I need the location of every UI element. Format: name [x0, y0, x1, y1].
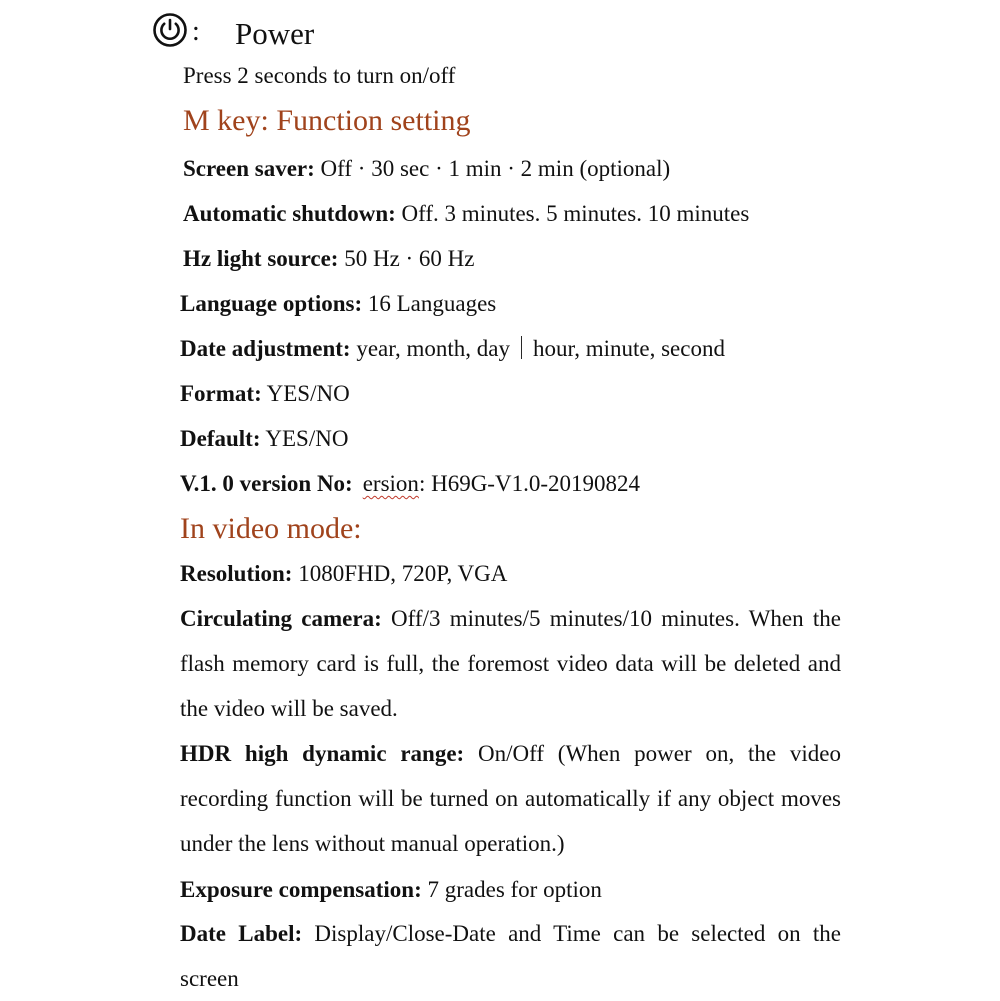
hz-light-source-label: Hz light source:	[183, 246, 339, 271]
exposure-compensation-label: Exposure compensation:	[180, 877, 422, 902]
exposure-compensation-row	[180, 878, 602, 901]
date-label-paragraph	[180, 911, 841, 1001]
date-adjustment-row	[180, 337, 725, 360]
auto-shutdown-row	[183, 202, 749, 225]
date-adjustment-value: year, month, day｜hour, minute, second	[350, 336, 725, 361]
format-value: YES/NO	[261, 381, 350, 406]
video-mode-heading: In video mode:	[180, 512, 362, 545]
exposure-compensation-value: 7 grades for option	[421, 877, 602, 902]
hdr-label: HDR high dynamic range:	[180, 741, 465, 766]
screen-saver-row	[183, 157, 670, 180]
resolution-label: Resolution:	[180, 561, 293, 586]
screen-saver-value: Off · 30 sec · 1 min · 2 min (optional)	[314, 156, 671, 181]
format-label: Format:	[180, 381, 262, 406]
default-row	[180, 427, 348, 450]
circulating-camera-label: Circulating camera:	[180, 606, 382, 631]
auto-shutdown-label: Automatic shutdown:	[183, 201, 396, 226]
circulating-camera-value: Off/3 minutes/5 minutes/10 minutes. When the flash memory card is full, the foremost video data will be deleted and the video will be saved.	[180, 606, 842, 721]
power-icon	[152, 12, 188, 48]
version-row	[180, 472, 640, 495]
hz-light-source-value: 50 Hz · 60 Hz	[338, 246, 475, 271]
resolution-value: 1080FHD, 720P, VGA	[292, 561, 508, 586]
power-description: Press 2 seconds to turn on/off	[183, 63, 456, 88]
date-label-label: Date Label:	[180, 921, 303, 946]
language-options-row	[180, 292, 496, 315]
auto-shutdown-value: Off. 3 minutes. 5 minutes. 10 minutes	[395, 201, 750, 226]
format-row	[180, 382, 350, 405]
default-value: YES/NO	[260, 426, 349, 451]
version-squiggle-text: ersion	[362, 471, 419, 496]
power-colon: :	[192, 16, 200, 47]
hz-light-source-row	[183, 247, 475, 270]
m-key-heading: M key: Function setting	[183, 104, 471, 137]
hdr-value: On/Off (When power on, the video recording function will be turned on automatically if any object moves under the lens without manual operation.)	[180, 741, 841, 856]
language-options-label: Language options:	[180, 291, 363, 316]
hdr-paragraph	[180, 731, 841, 866]
date-label-value: Display/Close-Date and Time can be selected on the screen	[180, 921, 841, 991]
resolution-row	[180, 562, 507, 585]
version-value: : H69G-V1.0-20190824	[418, 471, 640, 496]
screen-saver-label: Screen saver:	[183, 156, 315, 181]
language-options-value: 16 Languages	[362, 291, 497, 316]
date-adjustment-label: Date adjustment:	[180, 336, 351, 361]
power-title: Power	[235, 16, 315, 51]
version-label: V.1. 0 version No:	[180, 471, 353, 496]
default-label: Default:	[180, 426, 261, 451]
circulating-camera-paragraph	[180, 596, 841, 731]
